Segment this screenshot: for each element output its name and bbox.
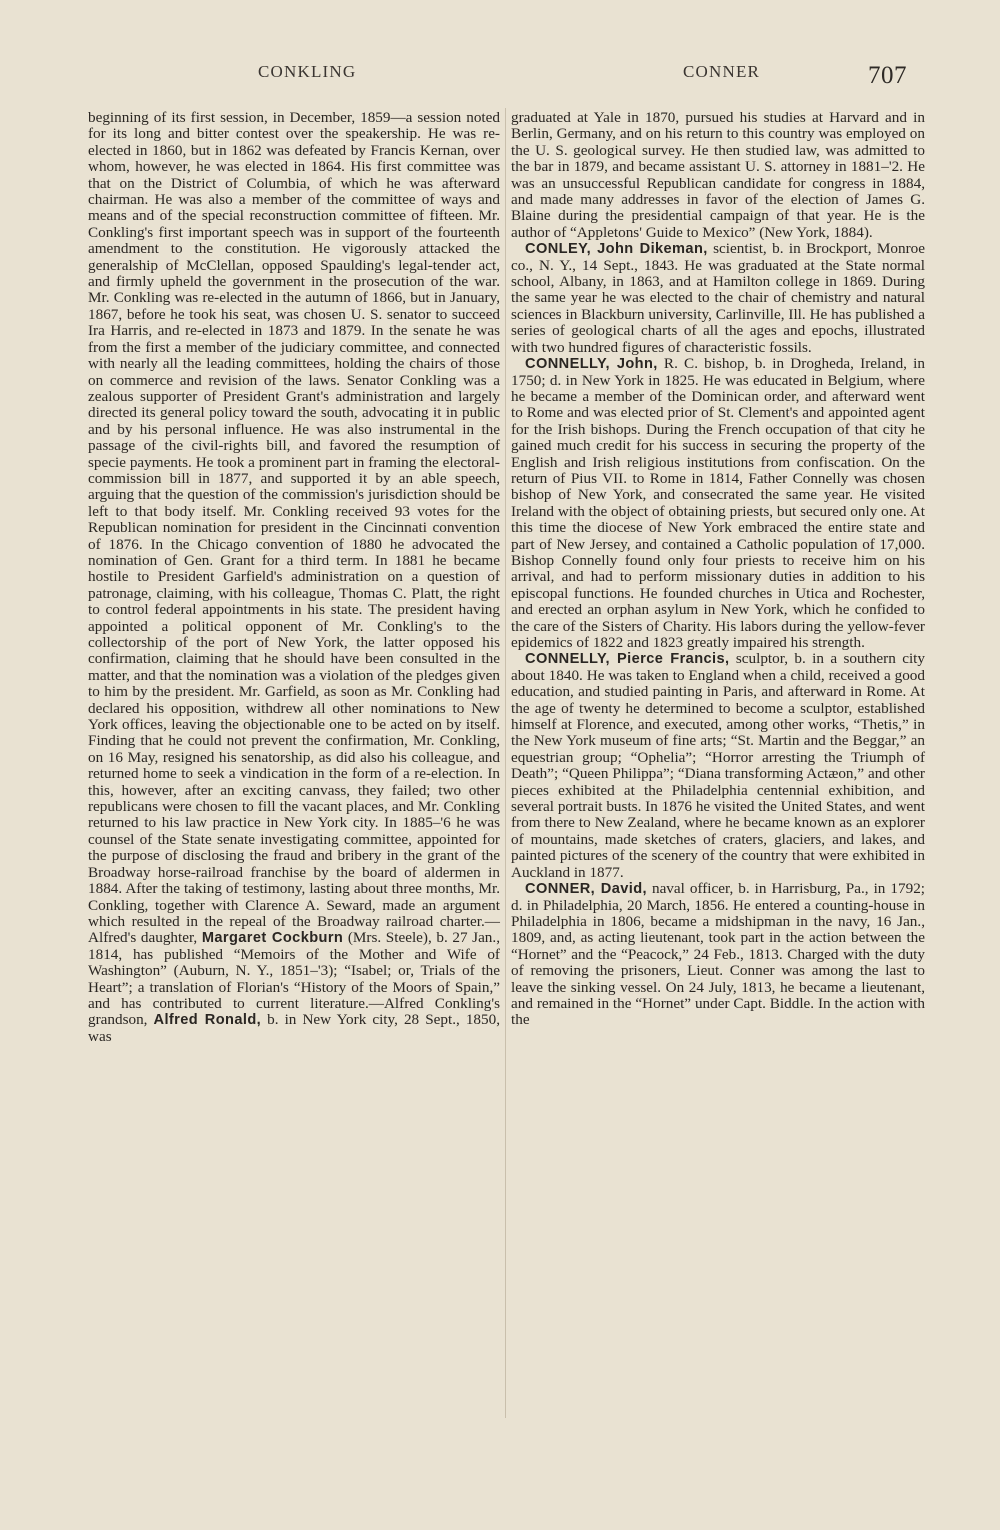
conkling-ronald-continuation: graduated at Yale in 1870, pursued his studies at Harvard and in Berlin, Germany, and on his return to this country was employed on the U. S. geological survey. He then studied law, was admitted to the bar in 1879, and became assistant U. S. attorney in 1881–'2. He was an unsuccessful Republican candidate for congress in 1884, and made many addresses in favor of the election of James G. Blaine during the presidential campaign of that year. He is the author of “Appletons' Guide to Mexico” (New York, 1884). xyxy=(511,109,925,241)
headword: Alfred Ronald, xyxy=(153,1012,262,1029)
body-text: b. in New York city, 28 Sept., 1850, was xyxy=(88,1011,501,1045)
entry-text: sculptor, b. in a southern city about 1840. He was taken to England when a child, received a good education, and studied painting in Paris, and afterward in Rome. At the age of twenty he determined to become a sculptor, established himself at Florence, and executed, among other works, “Thetis,” in the New York museum of fine arts; “St. Martin and the Beggar,” an equestrian group; “Ophelia”; “Horror arresting the Triumph of Death”; “Queen Philippa”; “Diana transforming Actæon,” and other pieces exhibited at the Philadelphia centennial exhibition, and several portrait busts. In 1876 he visited the United States, and went from there to New Zealand, where he became known as an explorer of mountains, made sketches of craters, glaciers, and lakes, and painted pictures of the scenery of the country that were exhibited in Auckland in 1877. xyxy=(511,650,925,881)
entry-text: R. C. bishop, b. in Drogheda, Ireland, in 1750; d. in New York in 1825. He was educated in Belgium, where he became a member of the Dominican order, and afterward went to Rome and was elected prior of St. Clement's and appointed agent for the Irish bishops. During the French occupation of that city he gained much credit for his success in securing the property of the English and Irish religious institutions from confiscation. On the return of Pius VII. to Rome in 1814, Father Connelly was chosen bishop of New York, and consecrated the same year. He visited Ireland with the object of obtaining priests, but secured only one. At this time the diocese of New York embraced the entire state and part of New Jersey, and contained a Catholic population of 17,000. Bishop Connelly found only four priests to receive him on his arrival, and had to perform missionary duties in addition to his episcopal functions. He founded churches in Utica and Rochester, and erected an orphan asylum in New York, which he confided to the care of the Sisters of Charity. His labors during the yellow-fever epidemics of 1822 and 1823 greatly impaired his strength. xyxy=(511,355,925,651)
entry-text: naval officer, b. in Harrisburg, Pa., in 1792; d. in Philadelphia, 20 March, 1856. He entered a counting-house in Philadelphia in 1806, became a midshipman in the navy, 16 Jan., 1809, and, as acting lieutenant, took part in the action between the “Hornet” and the “Peacock,” 24 Feb., 1813. Charged with the duty of removing the prisoners, Lieut. Conner was among the last to leave the sinking vessel. On 24 July, 1813, he became a lieutenant, and remained in the “Hornet” under Capt. Biddle. In the action with the xyxy=(511,880,926,1029)
headword: CONNELLY, John, xyxy=(525,356,658,373)
column-divider xyxy=(505,108,506,1418)
entry-connelly-john xyxy=(511,356,925,651)
left-column xyxy=(88,110,500,1045)
entry-conley-john xyxy=(511,241,925,356)
entry-connelly-pierce xyxy=(511,651,925,881)
page-number: 707 xyxy=(868,62,907,89)
running-head-left: CONKLING xyxy=(258,62,357,81)
entry-text: scientist, b. in Brockport, Monroe co., N. Y., 14 Sept., 1843. He was graduated at the State normal school, Albany, in 1863, and at Hamilton college in 1869. During the same year he was elected to the chair of chemistry and natural sciences in Blackburn university, Carlinville, Ill. He has published a series of geological charts of all the ages and epochs, illustrated with two hundred figures of characteristic fossils. xyxy=(511,240,925,356)
headword: Margaret Cockburn xyxy=(201,930,344,947)
right-column xyxy=(511,110,925,1029)
headword: CONNER, David, xyxy=(525,881,647,898)
conkling-continuation xyxy=(88,110,500,1045)
headword: CONLEY, John Dikeman, xyxy=(525,241,708,258)
headword: CONNELLY, Pierce Francis, xyxy=(525,651,730,668)
body-text: (Mrs. Steele), b. 27 Jan., 1814, has published “Memoirs of the Mother and Wife of Washington” (Auburn, N. Y., 1851–'3); “Isabel; or, Trials of the Heart”; a translation of Florian's “History of the Moors of Spain,” and has contributed to current literature.—Alfred Conkling's grandson, xyxy=(88,929,500,1029)
body-text: beginning of its first session, in December, 1859—a session noted for its long and bitter contest over the speakership. He was re-elected in 1860, but in 1862 was defeated by Francis Kernan, over whom, however, he was elected in 1864. His first committee was that on the District of Columbia, of which he was afterward chairman. He was also a member of the committee of ways and means and of the special reconstruction committee of fifteen. Mr. Conkling's first important speech was in support of the fourteenth amendment to the constitution. He vigorously attacked the generalship of McClellan, opposed Spaulding's legal-tender act, and firmly upheld the government in the prosecution of the war. Mr. Conkling was re-elected in the autumn of 1866, but in January, 1867, before he took his seat, was chosen U. S. senator to succeed Ira Harris, and re-elected in 1873 and 1879. In the senate he was from the first a member of the judiciary committee, and connected with nearly all the leading committees, holding the chairs of those on commerce and revision of the laws. Senator Conkling was a zealous supporter of President Grant's administration and largely directed its general policy toward the south, advocating it in public and by his personal influence. He was also instrumental in the passage of the civil-rights bill, and favored the resumption of specie payments. He took a prominent part in framing the electoral-commission bill in 1877, and supported it by an able speech, arguing that the question of the commission's jurisdiction should be left to that body itself. Mr. Conkling received 93 votes for the Republican nomination for president in the Cincinnati convention of 1876. In the Chicago convention of 1880 he advocated the nomination of Gen. Grant for a third term. In 1881 he became hostile to President Garfield's administration on a question of patronage, claiming, with his colleague, Thomas C. Platt, the right to control federal appointments in his state. The president having appointed a political opponent of Mr. Conkling's to the collectorship of the port of New York, the latter opposed his confirmation, claiming that he should have been consulted in the matter, and that the nomination was a violation of the pledges given to him by the president. Mr. Garfield, as soon as Mr. Conkling had declared his opposition, withdrew all other nominations to New York offices, leaving the objectionable one to be acted on by itself. Finding that he could not prevent the confirmation, Mr. Conkling, on 16 May, resigned his senatorship, as did also his colleague, and returned home to seek a vindication in the form of a re-election. In this, however, after an exciting canvass, they failed; two other republicans were chosen to fill the vacant places, and Mr. Conkling returned to his law practice in New York city. In 1885–'6 he was counsel of the State senate investigating committee, appointed for the purpose of disclosing the fraud and bribery in the grant of the Broadway horse-railroad franchise by the board of aldermen in 1884. After the taking of testimony, lasting about three months, Mr. Conkling, together with Clarence A. Seward, made an argument which resulted in the repeal of the Broadway railroad charter.—Alfred's daughter, xyxy=(88,109,500,947)
entry-conner-david xyxy=(511,881,925,1029)
running-head-right: CONNER xyxy=(683,62,761,81)
